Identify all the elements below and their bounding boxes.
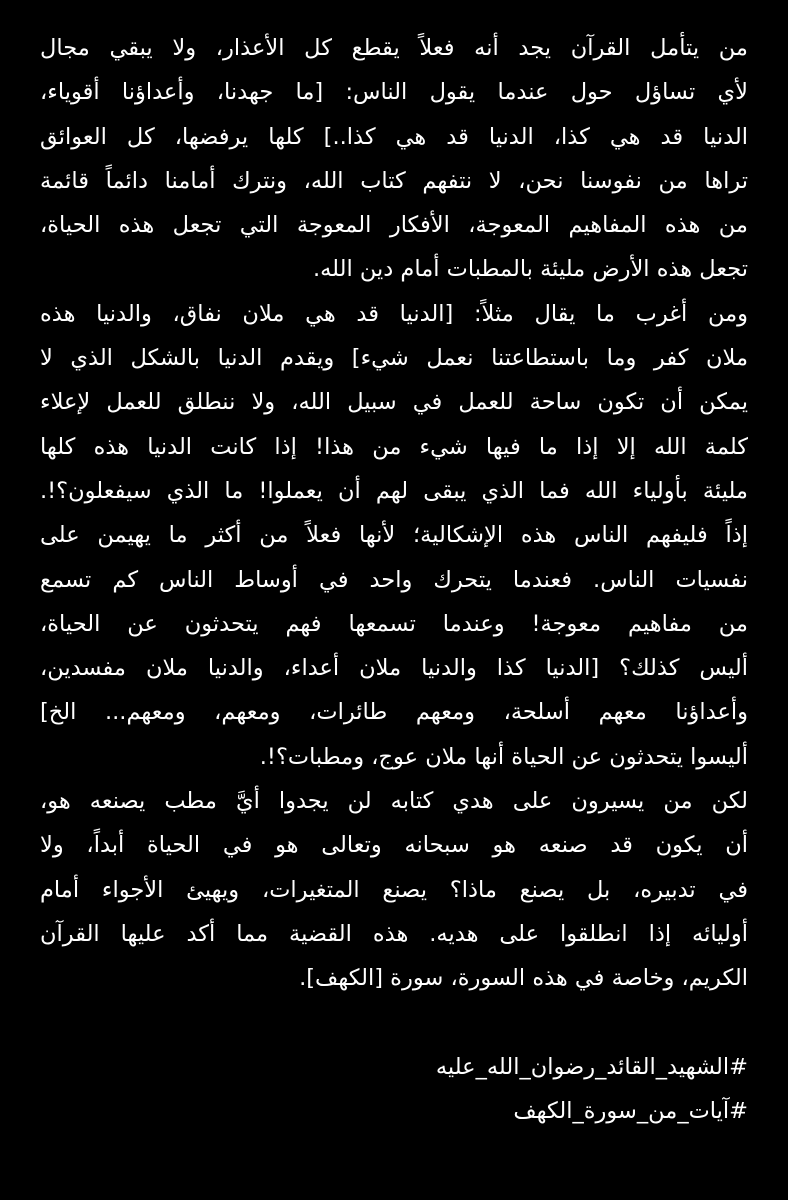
text-line: لأي تساؤل حول عندما يقول الناس: [ما جهدنا، وأعداؤنا أقوياء، bbox=[40, 79, 748, 106]
text-line: يمكن أن تكون ساحة للعمل في سبيل الله، ولا ننطلق للعمل لإعلاء bbox=[40, 389, 748, 416]
text-line: أليس كذلك؟ [الدنيا كذا والدنيا ملان أعداء، والدنيا ملان مفسدين، bbox=[40, 655, 748, 682]
text-line: كلمة الله إلا إذا ما فيها شيء من هذا! إذا كانت الدنيا هذه كلها bbox=[40, 433, 748, 460]
text-line: تراها من نفوسنا نحن، لا نتفهم كتاب الله، ونترك أمامنا دائماً قائمة bbox=[40, 167, 748, 194]
text-line: من يتأمل القرآن يجد أنه فعلاً يقطع كل الأعذار، ولا يبقي مجال bbox=[40, 35, 748, 61]
paragraph-1 bbox=[40, 26, 748, 292]
text-line: إذاً فليفهم الناس هذه الإشكالية؛ لأنها فعلاً من أكثر ما يهيمن على bbox=[40, 522, 748, 549]
text-line: نفسيات الناس. فعندما يتحرك واحد في أوساط الناس كم تسمع bbox=[40, 566, 748, 593]
text-line: ملان كفر وما باستطاعتنا نعمل شيء] ويقدم الدنيا بالشكل الذي لا bbox=[40, 345, 748, 372]
hashtag-link[interactable]: #آيات_من_سورة_الكهف bbox=[513, 1098, 748, 1125]
text-line: ومن أغرب ما يقال مثلاً: [الدنيا قد هي ملان نفاق، والدنيا هذه bbox=[40, 300, 748, 327]
text-line: أليسوا يتحدثون عن الحياة أنها ملان عوج، ومطبات؟!. bbox=[259, 743, 748, 770]
spacer bbox=[40, 1001, 748, 1045]
hashtags bbox=[40, 1045, 748, 1134]
text-line: في تدبيره، بل يصنع ماذا؟ يصنع المتغيرات، ويهيئ الأجواء أمام bbox=[40, 876, 748, 903]
text-line: من مفاهيم معوجة! وعندما تسمعها فهم يتحدثون عن الحياة، bbox=[40, 610, 748, 637]
text-line: الكريم، وخاصة في هذه السورة، سورة [الكهف]. bbox=[299, 965, 748, 992]
text-line: الدنيا قد هي كذا، الدنيا قد هي كذا..] كلها يرفضها، كل العوائق bbox=[40, 123, 748, 150]
text-line: وأعداؤنا معهم أسلحة، ومعهم طائرات، ومعهم، ومعهم... الخ] bbox=[40, 699, 748, 726]
hashtag-link[interactable]: #الشهيد_القائد_رضوان_الله_عليه bbox=[435, 1053, 748, 1080]
text-line: أن يكون قد صنعه هو سبحانه وتعالى هو في الحياة أبداً، ولا bbox=[40, 832, 748, 859]
paragraph-3 bbox=[40, 779, 748, 1000]
article-text bbox=[40, 26, 748, 1133]
paragraph-2 bbox=[40, 292, 748, 779]
text-line: مليئة بأولياء الله فما الذي يبقى لهم أن يعملوا! ما الذي سيفعلون؟!. bbox=[40, 477, 748, 504]
text-line: من هذه المفاهيم المعوجة، الأفكار المعوجة التي تجعل هذه الحياة، bbox=[40, 212, 748, 239]
text-line: أوليائه إذا انطلقوا على هديه. هذه القضية مما أكد عليها القرآن bbox=[40, 920, 748, 947]
text-line: لكن من يسيرون على هدي كتابه لن يجدوا أيَّ مطب يصنعه هو، bbox=[40, 788, 748, 815]
text-line: تجعل هذه الأرض مليئة بالمطبات أمام دين الله. bbox=[312, 256, 748, 283]
